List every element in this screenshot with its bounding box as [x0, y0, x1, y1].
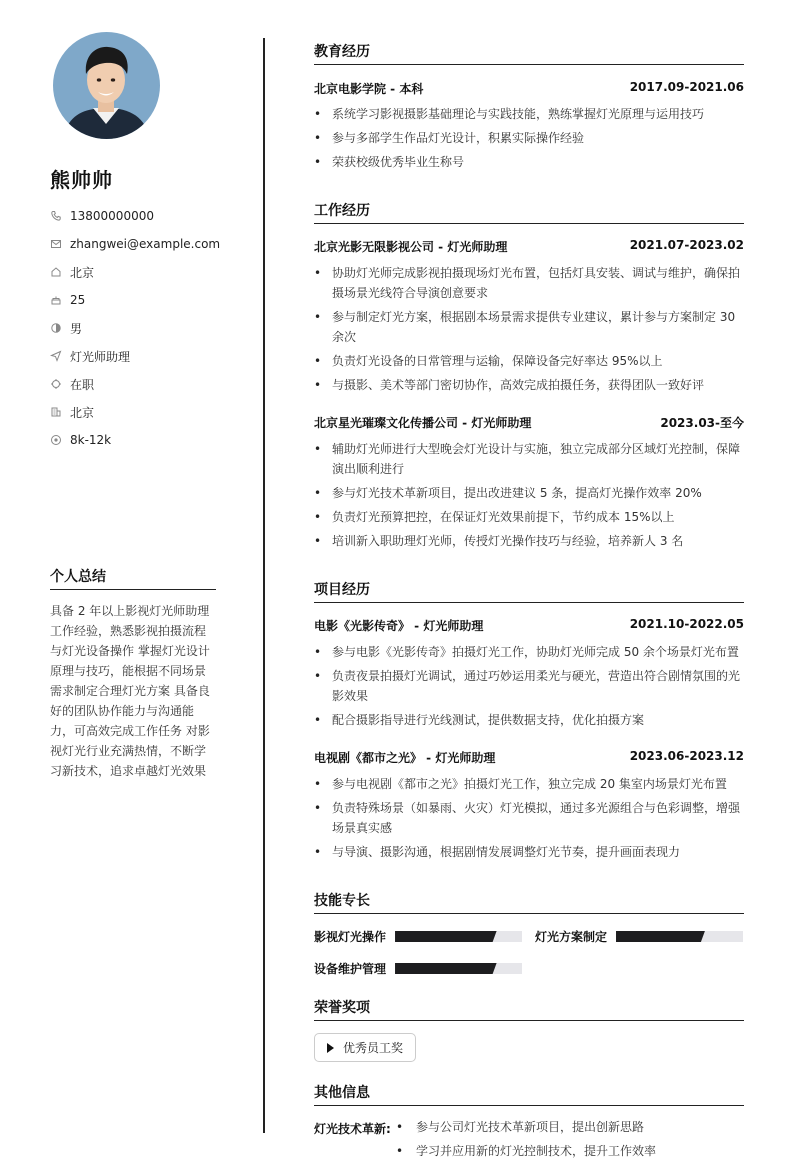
work-entry-head: [314, 414, 744, 431]
award-tag[interactable]: [314, 1033, 416, 1062]
building-icon: [50, 406, 62, 418]
list-item: • 参与多部学生作品灯光设计，积累实际操作经验: [314, 128, 744, 148]
project-entry-head: [314, 749, 744, 766]
list-item: • 辅助灯光师进行大型晚会灯光设计与实施，独立完成部分区域灯光控制，保障演出顺利进行: [314, 439, 744, 479]
entry-org: 北京光影无限影视公司 - 灯光师助理: [314, 240, 508, 254]
list-item: • 负责灯光设备的日常管理与运输，保障设备完好率达 95%以上: [314, 351, 744, 371]
section-title-work: 工作经历: [314, 200, 744, 224]
section-title-projects: 项目经历: [314, 579, 744, 603]
entry-org: 北京电影学院 - 本科: [314, 82, 424, 96]
list-item: • 学习并应用新的灯光控制技术，提升工作效率: [396, 1141, 744, 1161]
list-item: • 配合摄影指导进行光线测试，提供数据支持，优化拍摄方案: [314, 710, 744, 730]
mail-icon: [50, 238, 62, 250]
list-item: • 负责特殊场景（如暴雨、火灾）灯光模拟，通过多光源组合与色彩调整，增强场景真实感: [314, 798, 744, 838]
info-text: 北京: [70, 265, 95, 280]
home-icon: [50, 266, 62, 278]
section-title-education: 教育经历: [314, 41, 744, 65]
play-icon: [327, 1043, 334, 1053]
skill-bar: [616, 931, 743, 942]
entry-org: 电视剧《都市之光》 - 灯光师助理: [314, 751, 496, 765]
info-email: [50, 230, 230, 258]
list-item: • 与导演、摄影沟通，根据剧情发展调整灯光节奏，提升画面表现力: [314, 842, 744, 862]
salary-icon: [50, 434, 62, 446]
skill-bar: [395, 963, 522, 974]
work-entry-head: [314, 238, 744, 255]
project-bullets: [314, 642, 744, 734]
list-item: • 与摄影、美术等部门密切协作，高效完成拍摄任务，获得团队一致好评: [314, 375, 744, 395]
info-location: [50, 258, 230, 286]
cake-icon: [50, 294, 62, 306]
skill-bar-fill: [395, 963, 497, 974]
other-bullets: [396, 1117, 744, 1165]
summary-text: 具备 2 年以上影视灯光师助理工作经验，熟悉影视拍摄流程与灯光设备操作 掌握灯光设计原理与技巧，能根据不同场景需求制定合理灯光方案 具备良好的团队协作能力与沟通能力，可高效完成工作任务 对影视灯光行业充满热情，不断学习新技术，追求卓越灯光效果: [50, 604, 210, 778]
info-text: 北京: [70, 405, 95, 420]
list-item: • 负责夜景拍摄灯光调试，通过巧妙运用柔光与硬光，营造出符合剧情氛围的光影效果: [314, 666, 744, 706]
list-item: • 参与制定灯光方案，根据剧本场景需求提供专业建议，累计参与方案制定 30 余次: [314, 307, 744, 347]
avatar-photo: [53, 32, 160, 139]
summary-title: 个人总结: [50, 566, 216, 590]
info-text: zhangwei@example.com: [70, 237, 221, 251]
skill-name: 影视灯光操作: [314, 930, 387, 944]
status-icon: [50, 378, 62, 390]
info-position: [50, 342, 230, 370]
entry-date: 2021.07-2023.02: [629, 238, 744, 252]
project-entry-head: [314, 617, 744, 634]
skill-name: 设备维护管理: [314, 962, 387, 976]
info-text: 8k-12k: [70, 433, 112, 447]
work-bullets: [314, 439, 744, 555]
info-text: 男: [70, 321, 83, 336]
info-text: 在职: [70, 377, 95, 392]
info-text: 灯光师助理: [70, 349, 131, 364]
info-text: 13800000000: [70, 209, 154, 223]
info-text: 25: [70, 293, 86, 307]
entry-date: 2023.03-至今: [660, 416, 744, 430]
info-status: [50, 370, 230, 398]
list-item: • 参与公司灯光技术革新项目，提出创新思路: [396, 1117, 744, 1137]
avatar: [53, 32, 160, 139]
skill-item: [314, 960, 522, 977]
award-label: 优秀员工奖: [343, 1041, 404, 1055]
education-bullets: [314, 104, 744, 176]
list-item: • 协助灯光师完成影视拍摄现场灯光布置，包括灯具安装、调试与维护，确保拍摄场景光线符合导演创意要求: [314, 263, 744, 303]
entry-date: 2023.06-2023.12: [629, 749, 744, 763]
skill-bar-fill: [616, 931, 705, 942]
list-item: • 培训新入职助理灯光师，传授灯光操作技巧与经验，培养新人 3 名: [314, 531, 744, 551]
list-item: • 参与灯光技术革新项目，提出改进建议 5 条，提高灯光操作效率 20%: [314, 483, 744, 503]
entry-date: 2017.09-2021.06: [629, 80, 744, 94]
section-title-skills: 技能专长: [314, 890, 744, 914]
skill-item: [535, 928, 743, 945]
list-item: • 荣获校级优秀毕业生称号: [314, 152, 744, 172]
section-title-awards: 荣誉奖项: [314, 997, 744, 1021]
contact-info-list: [50, 202, 230, 454]
skill-bar-fill: [395, 931, 497, 942]
info-salary: [50, 426, 230, 454]
project-bullets: [314, 774, 744, 866]
column-divider: [263, 38, 265, 1133]
entry-org: 电影《光影传奇》 - 灯光师助理: [314, 619, 484, 633]
list-item: • 系统学习影视摄影基础理论与实践技能，熟练掌握灯光原理与运用技巧: [314, 104, 744, 124]
skill-name: 灯光方案制定: [535, 930, 608, 944]
send-icon: [50, 350, 62, 362]
section-title-other: 其他信息: [314, 1082, 744, 1106]
entry-date: 2021.10-2022.05: [629, 617, 744, 631]
gender-icon: [50, 322, 62, 334]
skill-item: [314, 928, 522, 945]
info-city: [50, 398, 230, 426]
list-item: • 负责灯光预算把控，在保证灯光效果前提下，节约成本 15%以上: [314, 507, 744, 527]
info-gender: [50, 314, 230, 342]
education-entry-head: [314, 80, 744, 97]
list-item: • 参与电影《光影传奇》拍摄灯光工作，协助灯光师完成 50 余个场景灯光布置: [314, 642, 744, 662]
entry-org: 北京星光璀璨文化传播公司 - 灯光师助理: [314, 416, 532, 430]
info-phone: [50, 202, 230, 230]
other-label: 灯光技术革新:: [314, 1122, 391, 1136]
skill-bar: [395, 931, 522, 942]
phone-icon: [50, 210, 62, 222]
candidate-name: 熊帅帅: [50, 168, 113, 192]
info-age: [50, 286, 230, 314]
work-bullets: [314, 263, 744, 399]
list-item: • 参与电视剧《都市之光》拍摄灯光工作，独立完成 20 集室内场景灯光布置: [314, 774, 744, 794]
